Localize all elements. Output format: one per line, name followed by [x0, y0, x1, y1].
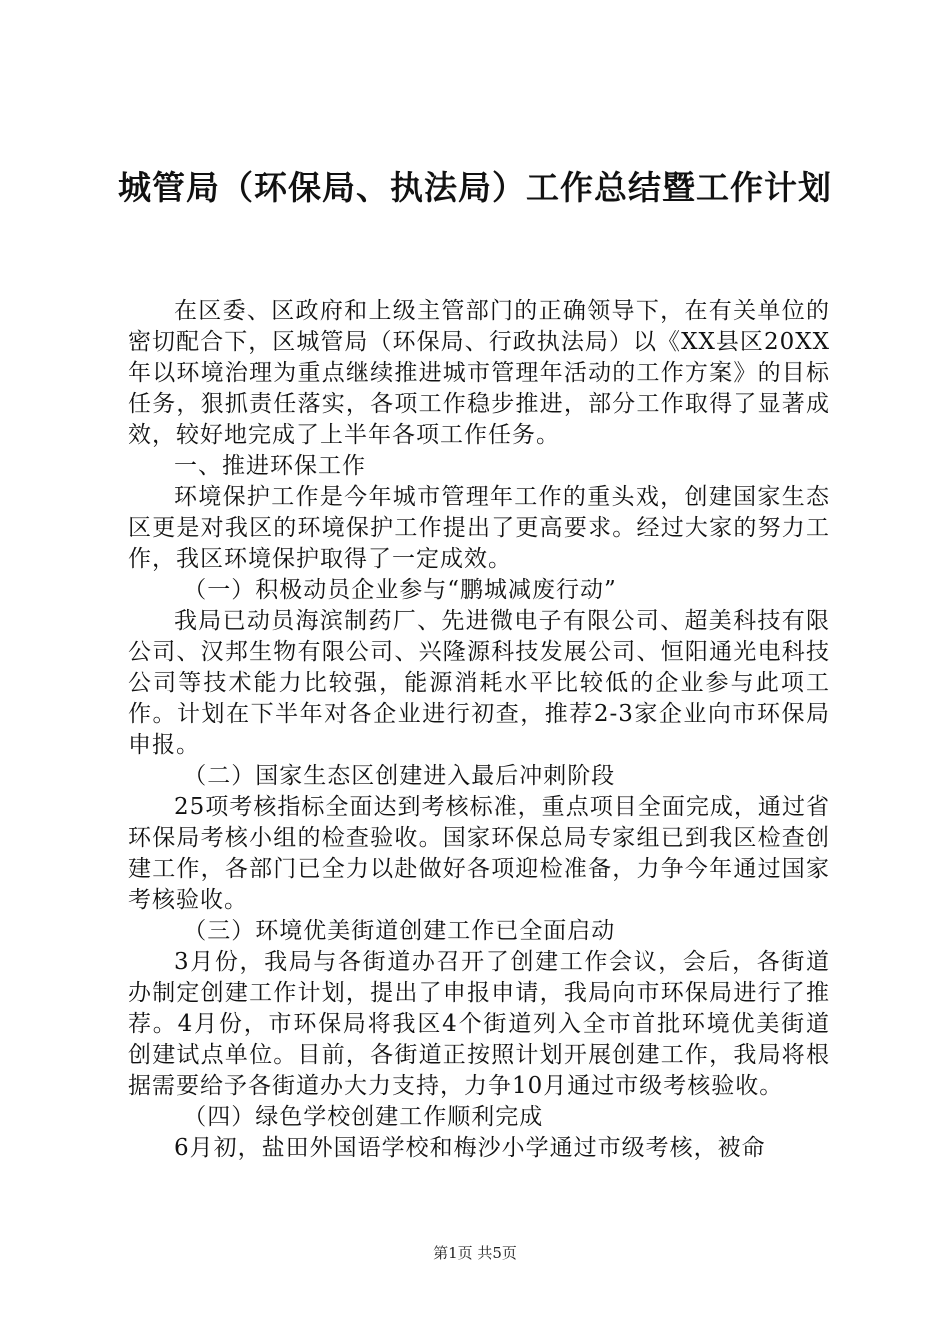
subheading-4: （四）绿色学校创建工作顺利完成 [183, 1104, 544, 1130]
section-heading-environment: 一、推进环保工作 [174, 453, 366, 479]
subheading-1: （一）积极动员企业参与“鹏城减废行动” [183, 577, 617, 603]
paragraph-enterprises: 我局已动员海滨制药厂、先进微电子有限公司、超美科技有限公司、汉邦生物有限公司、兴隆源科技发展公司、恒阳通光电科技公司等技术能力比较强，能源消耗水平比较低的企业参与此项工作。计划在下半年对各企业进行初查，推荐2-3家企业向市环保局申报。 [128, 608, 830, 758]
paragraph-environment: 环境保护工作是今年城市管理年工作的重头戏，创建国家生态区更是对我区的环境保护工作提出了更高要求。经过大家的努力工作，我区环境保护取得了一定成效。 [128, 484, 830, 572]
paragraph-schools: 6月初，盐田外国语学校和梅沙小学通过市级考核，被命 [174, 1135, 766, 1161]
document-title: 城管局（环保局、执法局）工作总结暨工作计划 [118, 168, 832, 207]
paragraph-intro: 在区委、区政府和上级主管部门的正确领导下，在有关单位的密切配合下，区城管局（环保局、行政执法局）以《XX县区20XX年以环境治理为重点继续推进城市管理年活动的工作方案》的目标任务，狠抓责任落实，各项工作稳步推进，部分工作取得了显著成效，较好地完成了上半年各项工作任务。 [128, 298, 830, 448]
paragraph-eco-district: 25项考核指标全面达到考核标准，重点项目全面完成，通过省环保局考核小组的检查验收。国家环保总局专家组已到我区检查创建工作，各部门已全力以赴做好各项迎检准备，力争今年通过国家考核验收。 [128, 794, 830, 913]
page-number-footer: 第1页 共5页 [433, 1244, 517, 1262]
subheading-3: （三）环境优美街道创建工作已全面启动 [183, 918, 616, 944]
document-body [128, 296, 830, 1164]
paragraph-streets: 3月份，我局与各街道办召开了创建工作会议，会后，各街道办制定创建工作计划，提出了申报申请，我局向市环保局进行了推荐。4月份，市环保局将我区4个街道列入全市首批环境优美街道创建试点单位。目前，各街道正按照计划开展创建工作，我局将根据需要给予各街道办大力支持，力争10月通过市级考核验收。 [128, 949, 830, 1099]
subheading-2: （二）国家生态区创建进入最后冲刺阶段 [183, 763, 616, 789]
